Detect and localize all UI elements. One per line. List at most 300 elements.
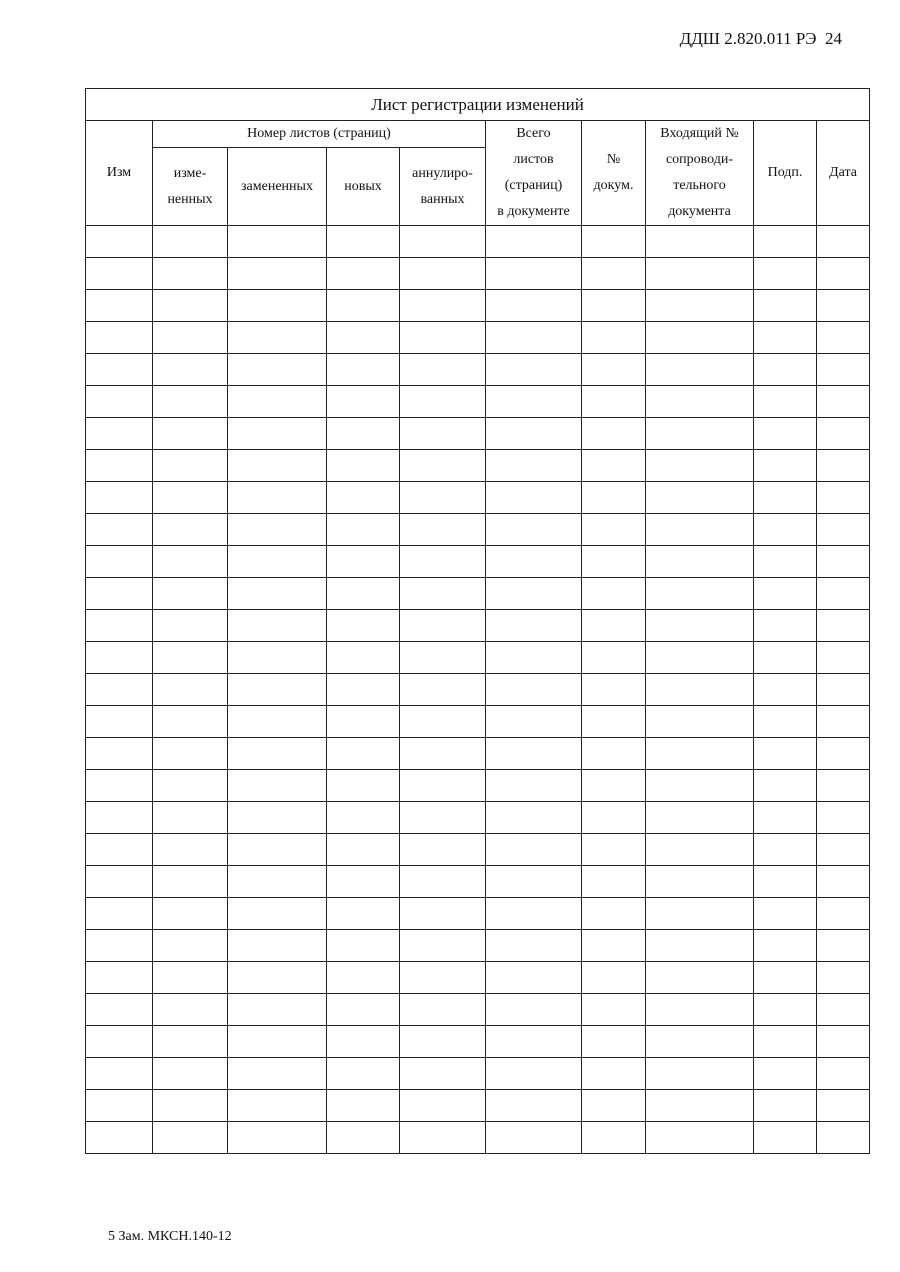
table-cell [228,898,327,930]
table-cell [86,290,153,322]
table-cell [817,1058,870,1090]
table-cell [228,258,327,290]
table-cell [817,290,870,322]
col-header-annulled: аннулиро- ванных [400,148,486,226]
table-cell [327,418,400,450]
table-cell [228,610,327,642]
table-cell [400,834,486,866]
table-cell [582,450,646,482]
table-row [86,1058,870,1090]
table-cell [400,546,486,578]
table-cell [327,386,400,418]
table-cell [646,962,754,994]
table-cell [754,834,817,866]
table-cell [486,770,582,802]
table-cell [86,674,153,706]
col-header-date: Дата [817,121,870,226]
table-cell [754,354,817,386]
table-cell [228,642,327,674]
table-row [86,546,870,578]
table-cell [327,450,400,482]
table-cell [486,418,582,450]
table-cell [400,258,486,290]
table-cell [228,930,327,962]
table-cell [228,354,327,386]
table-cell [582,1058,646,1090]
table-cell [327,514,400,546]
table-row [86,514,870,546]
table-body [86,226,870,1154]
table-title: Лист регистрации изменений [86,89,870,121]
table-cell [327,354,400,386]
table-row [86,674,870,706]
table-cell [817,450,870,482]
table-cell [228,322,327,354]
table-row [86,962,870,994]
table-cell [86,418,153,450]
table-cell [400,642,486,674]
table-cell [86,962,153,994]
table-cell [86,834,153,866]
table-cell [400,354,486,386]
table-cell [646,1090,754,1122]
table-cell [486,610,582,642]
table-cell [400,962,486,994]
table-cell [86,642,153,674]
table-cell [327,642,400,674]
table-row [86,738,870,770]
table-cell [582,418,646,450]
table-cell [817,258,870,290]
table-cell [486,546,582,578]
table-cell [754,482,817,514]
table-cell [817,802,870,834]
table-cell [754,450,817,482]
table-cell [86,898,153,930]
table-cell [86,450,153,482]
table-cell [817,418,870,450]
table-cell [754,930,817,962]
table-cell [327,226,400,258]
table-cell [400,770,486,802]
table-cell [817,610,870,642]
table-cell [228,546,327,578]
table-cell [153,962,228,994]
table-cell [817,578,870,610]
table-cell [646,1058,754,1090]
table-cell [582,802,646,834]
table-cell [400,610,486,642]
table-cell [646,290,754,322]
col-header-incoming-doc: Входящий № сопроводи- тельного документа [646,121,754,226]
table-cell [86,322,153,354]
table-cell [817,546,870,578]
table-cell [327,866,400,898]
table-row [86,386,870,418]
table-cell [754,674,817,706]
table-cell [817,482,870,514]
table-cell [486,1090,582,1122]
table-cell [754,290,817,322]
table-cell [754,418,817,450]
table-cell [486,642,582,674]
table-cell [486,578,582,610]
table-cell [153,866,228,898]
table-cell [327,610,400,642]
table-cell [153,738,228,770]
table-cell [754,514,817,546]
table-cell [153,578,228,610]
table-cell [327,834,400,866]
table-cell [486,706,582,738]
table-cell [754,738,817,770]
table-cell [153,1090,228,1122]
col-header-izm: Изм [86,121,153,226]
table-cell [400,578,486,610]
table-cell [228,386,327,418]
col-header-signature: Подп. [754,121,817,226]
table-cell [400,514,486,546]
table-row [86,1090,870,1122]
table-cell [817,930,870,962]
table-cell [754,322,817,354]
table-cell [86,546,153,578]
table-cell [754,866,817,898]
table-cell [646,994,754,1026]
table-cell [153,258,228,290]
table-cell [646,802,754,834]
table-cell [228,994,327,1026]
table-cell [153,226,228,258]
table-cell [327,674,400,706]
table-cell [228,674,327,706]
table-cell [582,226,646,258]
table-cell [646,482,754,514]
table-cell [327,930,400,962]
col-header-doc-number: № докум. [582,121,646,226]
table-cell [646,674,754,706]
table-cell [486,674,582,706]
table-row [86,898,870,930]
table-cell [817,674,870,706]
table-cell [582,930,646,962]
table-cell [153,386,228,418]
table-cell [228,706,327,738]
table-cell [486,322,582,354]
table-cell [228,514,327,546]
table-cell [400,450,486,482]
table-cell [400,322,486,354]
table-cell [582,866,646,898]
table-cell [327,1122,400,1154]
table-cell [817,322,870,354]
table-row [86,610,870,642]
table-cell [646,450,754,482]
table-cell [86,1026,153,1058]
table-cell [327,1090,400,1122]
table-cell [817,866,870,898]
table-cell [754,770,817,802]
table-cell [754,610,817,642]
table-cell [754,1058,817,1090]
table-cell [486,930,582,962]
table-cell [86,1090,153,1122]
table-row [86,290,870,322]
table-cell [228,1090,327,1122]
table-row [86,482,870,514]
table-cell [646,322,754,354]
table-cell [582,1026,646,1058]
table-cell [486,290,582,322]
table-cell [486,258,582,290]
table-cell [86,706,153,738]
table-cell [153,290,228,322]
table-cell [646,258,754,290]
table-cell [486,834,582,866]
table-cell [486,1026,582,1058]
table-cell [327,322,400,354]
table-cell [228,226,327,258]
table-cell [400,1122,486,1154]
table-cell [400,898,486,930]
table-row [86,834,870,866]
table-cell [400,1090,486,1122]
table-cell [486,226,582,258]
table-cell [486,450,582,482]
table-cell [153,706,228,738]
table-row [86,354,870,386]
table-cell [754,546,817,578]
table-cell [486,738,582,770]
table-cell [327,738,400,770]
table-cell [228,418,327,450]
table-cell [153,770,228,802]
table-cell [646,1122,754,1154]
table-cell [86,610,153,642]
table-cell [327,706,400,738]
table-cell [582,674,646,706]
table-cell [582,1090,646,1122]
table-cell [582,738,646,770]
table-cell [228,450,327,482]
table-cell [228,1026,327,1058]
table-cell [646,866,754,898]
table-cell [327,994,400,1026]
table-cell [754,258,817,290]
table-cell [86,354,153,386]
table-cell [646,546,754,578]
table-row [86,418,870,450]
table-row [86,1026,870,1058]
table-cell [153,1058,228,1090]
table-cell [86,386,153,418]
table-cell [86,226,153,258]
table-cell [153,450,228,482]
document-code: ДДШ 2.820.011 РЭ 24 [679,29,842,48]
table-cell [817,226,870,258]
table-cell [486,866,582,898]
table-cell [86,770,153,802]
table-row [86,866,870,898]
table-cell [327,578,400,610]
table-cell [228,290,327,322]
table-cell [646,834,754,866]
table-cell [400,674,486,706]
table-cell [400,1026,486,1058]
table-cell [646,514,754,546]
table-row [86,994,870,1026]
table-row [86,930,870,962]
table-cell [754,1026,817,1058]
table-cell [582,706,646,738]
table-cell [582,258,646,290]
table-cell [86,1122,153,1154]
table-cell [86,930,153,962]
table-cell [646,706,754,738]
table-cell [153,354,228,386]
table-cell [754,1122,817,1154]
table-cell [153,898,228,930]
table-cell [86,578,153,610]
table-cell [400,1058,486,1090]
table-cell [646,738,754,770]
table-cell [754,642,817,674]
table-cell [228,770,327,802]
table-cell [228,738,327,770]
table-cell [400,802,486,834]
table-cell [817,1026,870,1058]
table-cell [86,866,153,898]
footer-note: 5 Зам. МКСН.140-12 [108,1229,232,1244]
table-cell [228,578,327,610]
col-header-new: новых [327,148,400,226]
table-cell [646,354,754,386]
table-cell [86,1058,153,1090]
table-cell [153,994,228,1026]
table-cell [400,386,486,418]
table-cell [754,1090,817,1122]
table-cell [582,354,646,386]
table-cell [327,770,400,802]
table-cell [582,834,646,866]
table-cell [582,386,646,418]
table-cell [754,994,817,1026]
table-cell [754,578,817,610]
table-cell [153,610,228,642]
table-cell [400,706,486,738]
table-cell [486,386,582,418]
table-cell [153,674,228,706]
table-cell [582,290,646,322]
table-row [86,802,870,834]
table-cell [153,546,228,578]
table-cell [754,802,817,834]
table-cell [646,898,754,930]
col-header-replaced: замененных [228,148,327,226]
table-cell [817,1122,870,1154]
table-cell [228,866,327,898]
table-cell [228,1058,327,1090]
table-cell [817,642,870,674]
table-row [86,770,870,802]
col-group-sheet-numbers: Номер листов (страниц) [153,121,486,148]
table-cell [153,642,228,674]
table-row [86,642,870,674]
table-cell [153,930,228,962]
table-cell [486,354,582,386]
table-row [86,1122,870,1154]
table-cell [582,994,646,1026]
table-cell [817,738,870,770]
table-cell [153,834,228,866]
table-cell [817,898,870,930]
table-cell [754,706,817,738]
table-cell [153,418,228,450]
table-cell [486,802,582,834]
table-cell [646,610,754,642]
table-cell [228,834,327,866]
table-cell [486,1122,582,1154]
table-cell [582,898,646,930]
table-cell [486,1058,582,1090]
table-cell [153,514,228,546]
table-cell [86,514,153,546]
table-cell [327,802,400,834]
col-header-changed: изме- ненных [153,148,228,226]
table-cell [153,802,228,834]
table-cell [754,226,817,258]
table-cell [327,1058,400,1090]
table-cell [646,930,754,962]
table-cell [327,290,400,322]
table-row [86,578,870,610]
table-cell [582,482,646,514]
table-cell [817,386,870,418]
table-cell [817,514,870,546]
table-cell [582,610,646,642]
table-cell [327,546,400,578]
table-cell [817,994,870,1026]
col-header-total-sheets: Всего листов (страниц) в документе [486,121,582,226]
table-cell [486,482,582,514]
table-cell [400,418,486,450]
table-cell [754,386,817,418]
table-row [86,322,870,354]
table-cell [582,770,646,802]
table-row [86,450,870,482]
table-cell [646,770,754,802]
table-cell [86,802,153,834]
table-cell [400,866,486,898]
table-cell [86,738,153,770]
table-row [86,258,870,290]
table-cell [153,482,228,514]
table-row [86,226,870,258]
table-cell [486,898,582,930]
table-cell [327,898,400,930]
table-cell [327,962,400,994]
table-cell [327,258,400,290]
table-cell [327,1026,400,1058]
table-cell [86,482,153,514]
table-cell [817,834,870,866]
table-cell [400,290,486,322]
table-cell [153,322,228,354]
table-cell [400,738,486,770]
table-cell [228,962,327,994]
table-cell [228,1122,327,1154]
table-cell [582,642,646,674]
